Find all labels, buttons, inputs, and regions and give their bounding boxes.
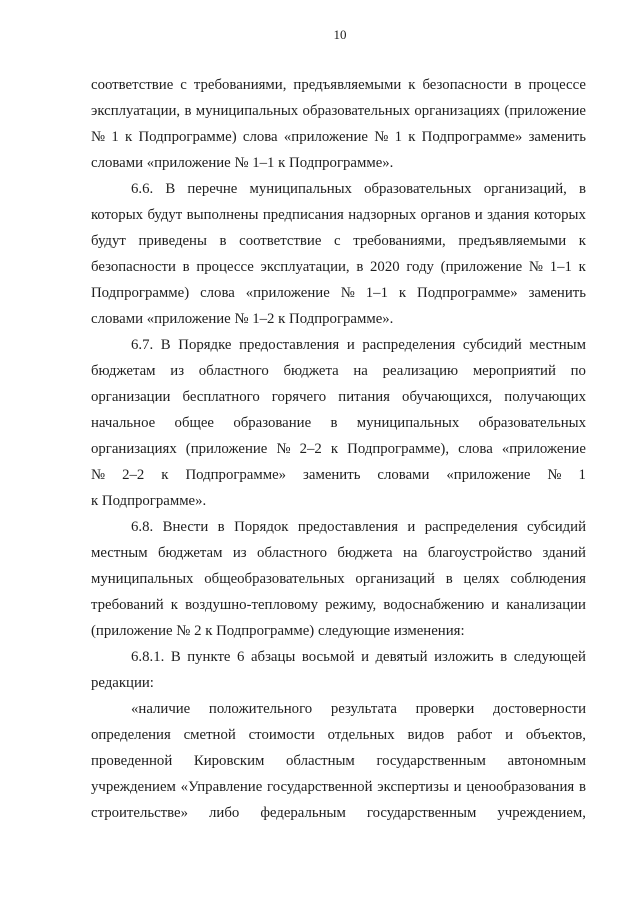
- word: результата: [330, 701, 397, 717]
- paragraph-line: [91, 98, 586, 124]
- word: областного: [198, 363, 269, 379]
- word: заменить: [528, 129, 586, 145]
- paragraph-line: [91, 124, 586, 150]
- word: эксплуатации,: [91, 103, 181, 119]
- paragraph-line: к Подпрограмме».: [91, 493, 207, 509]
- word: «приложение: [501, 441, 586, 457]
- word: бюджета: [283, 363, 339, 379]
- word: образование: [233, 415, 312, 431]
- word: к: [398, 285, 407, 301]
- word: Подпрограмме): [91, 285, 190, 301]
- word: проверки: [415, 701, 475, 717]
- word: достоверности: [492, 701, 586, 717]
- word: заменить: [528, 285, 586, 301]
- word: предоставления: [297, 519, 399, 535]
- word: режиму,: [325, 597, 377, 613]
- word: Подпрограмме»: [421, 129, 523, 145]
- word: распределения: [424, 519, 518, 535]
- word: к: [161, 467, 169, 483]
- paragraph-line: [91, 358, 586, 384]
- word: организации: [91, 389, 171, 405]
- word: водоснабжению: [383, 597, 485, 613]
- paragraph-6-6: [91, 176, 586, 332]
- word: проведенной: [91, 753, 173, 769]
- word: организациях: [414, 103, 501, 119]
- paragraph-6-8: [91, 514, 586, 644]
- word: 1: [111, 129, 119, 145]
- word: изложить: [434, 649, 494, 665]
- word: бесплатного: [182, 389, 260, 405]
- word: государственным: [366, 805, 477, 821]
- word: (приложение: [504, 103, 586, 119]
- word: безопасности: [91, 259, 176, 275]
- word: в: [330, 415, 338, 431]
- paragraph-line: [91, 592, 586, 618]
- word: строительстве»: [91, 805, 188, 821]
- paragraph-line: [91, 722, 586, 748]
- word: пункте: [187, 649, 231, 665]
- word: в: [445, 571, 453, 587]
- paragraph-line: [91, 254, 586, 280]
- word: бюджетам: [91, 363, 156, 379]
- word: в: [182, 259, 190, 275]
- word: «Управление: [180, 779, 263, 795]
- word: муниципальных: [249, 181, 352, 197]
- paragraph-6-7: [91, 332, 586, 514]
- word: Подпрограмме»: [417, 285, 518, 301]
- word: к: [125, 129, 133, 145]
- word: слова: [458, 441, 493, 457]
- word: бюджета: [337, 545, 393, 561]
- paragraph-line: (приложение № 2 к Подпрограмме) следующие изменения:: [91, 623, 465, 639]
- word: местным: [529, 337, 586, 353]
- word: соответствие: [91, 77, 174, 93]
- word: восьмой: [301, 649, 355, 665]
- word: требованиями,: [353, 233, 446, 249]
- word: 1–1: [365, 285, 388, 301]
- word: процессе: [196, 259, 254, 275]
- word: благоустройство: [427, 545, 533, 561]
- word: требованиями,: [193, 77, 287, 93]
- word: муниципальных: [195, 103, 299, 119]
- word: соблюдения: [510, 571, 586, 587]
- word: 6.8.: [131, 519, 154, 535]
- word: в: [578, 779, 586, 795]
- word: автономным: [507, 753, 586, 769]
- paragraph-line: [91, 332, 586, 358]
- word: В: [165, 181, 176, 197]
- word: «приложение: [283, 129, 368, 145]
- word: Внести: [162, 519, 209, 535]
- paragraph-line: [91, 696, 586, 722]
- word: предоставления: [239, 337, 340, 353]
- word: по: [570, 363, 586, 379]
- word: которых: [533, 207, 586, 223]
- word: №: [91, 129, 106, 145]
- word: слова: [242, 129, 278, 145]
- word: объектов,: [525, 727, 586, 743]
- paragraph-line: [91, 72, 586, 98]
- word: и: [361, 649, 369, 665]
- word: 6.7.: [131, 337, 154, 353]
- word: №: [528, 259, 544, 275]
- word: обучающихся,: [402, 389, 493, 405]
- word: организациях: [91, 441, 177, 457]
- word: «наличие: [131, 701, 191, 717]
- word: экспертизы: [377, 779, 449, 795]
- word: на: [402, 545, 418, 561]
- page-number: 10: [333, 27, 347, 42]
- word: видов: [407, 727, 445, 743]
- word: положительного: [208, 701, 313, 717]
- word: определения: [91, 727, 171, 743]
- word: общее: [174, 415, 215, 431]
- paragraph-line: словами «приложение № 1–2 к Подпрограмме».: [91, 311, 394, 327]
- word: в: [219, 233, 227, 249]
- word: Порядок: [234, 519, 289, 535]
- word: №: [340, 285, 355, 301]
- word: 6: [237, 649, 245, 665]
- word: и: [346, 337, 355, 353]
- word: на: [353, 363, 368, 379]
- paragraph-line: [91, 774, 586, 800]
- word: соответствие: [239, 233, 322, 249]
- word: №: [91, 467, 106, 483]
- paragraph-continuation: [91, 72, 586, 176]
- word: В: [160, 337, 171, 353]
- word: Подпрограмме): [138, 129, 237, 145]
- word: органов: [420, 207, 471, 223]
- word: и: [474, 207, 483, 223]
- word: которых: [91, 207, 144, 223]
- word: организаций,: [483, 181, 567, 197]
- word: общеобразовательных: [204, 571, 345, 587]
- word: зданий: [542, 545, 586, 561]
- word: 1: [394, 129, 402, 145]
- word: питания: [338, 389, 390, 405]
- paragraph-quote: [91, 696, 586, 826]
- word: к: [408, 77, 416, 93]
- word: к: [578, 259, 586, 275]
- word: (приложение: [440, 259, 523, 275]
- word: 2–2: [122, 467, 145, 483]
- paragraph-line: [91, 228, 586, 254]
- word: к: [578, 233, 586, 249]
- word: требований: [91, 597, 164, 613]
- word: горячего: [271, 389, 327, 405]
- word: целях: [463, 571, 500, 587]
- word: начальное: [91, 415, 156, 431]
- word: следующей: [513, 649, 586, 665]
- word: 2020: [370, 259, 400, 275]
- word: 1: [578, 467, 586, 483]
- word: «приложение: [446, 467, 531, 483]
- word: субсидий: [527, 519, 586, 535]
- word: и: [453, 779, 462, 795]
- paragraph-line: [91, 462, 586, 488]
- word: в: [356, 259, 364, 275]
- word: 6.8.1.: [131, 649, 165, 665]
- word: отдельных: [327, 727, 395, 743]
- paragraph-line: [91, 514, 586, 540]
- word: учреждением,: [497, 805, 586, 821]
- word: слова: [200, 285, 235, 301]
- word: бюджетам: [157, 545, 223, 561]
- paragraph-line: редакции:: [91, 675, 154, 691]
- word: федеральным: [260, 805, 346, 821]
- word: и: [491, 597, 500, 613]
- word: в: [514, 77, 522, 93]
- paragraph-line: [91, 800, 586, 826]
- word: надзорных: [348, 207, 417, 223]
- word: и: [407, 519, 416, 535]
- paragraph-line: [91, 644, 586, 670]
- word: муниципальных: [91, 571, 194, 587]
- paragraph-line: [91, 410, 586, 436]
- paragraph-line: [91, 280, 586, 306]
- word: областным: [286, 753, 355, 769]
- word: в: [217, 519, 225, 535]
- word: Подпрограмме»: [185, 467, 287, 483]
- word: с: [180, 77, 187, 93]
- word: стоимости: [248, 727, 315, 743]
- word: 1–1: [549, 259, 572, 275]
- word: организаций: [355, 571, 435, 587]
- word: из: [170, 363, 185, 379]
- word: процессе: [528, 77, 586, 93]
- paragraph-line: [91, 540, 586, 566]
- word: Подпрограмме),: [347, 441, 450, 457]
- paragraph-line: [91, 176, 586, 202]
- word: к: [170, 597, 178, 613]
- word: словами: [377, 467, 430, 483]
- paragraph-line: [91, 436, 586, 462]
- word: субсидий: [462, 337, 522, 353]
- word: №: [276, 441, 291, 457]
- word: году: [406, 259, 434, 275]
- word: к: [330, 441, 339, 457]
- word: эксплуатации,: [260, 259, 350, 275]
- word: девятый: [375, 649, 428, 665]
- word: «приложение: [245, 285, 330, 301]
- word: и: [505, 727, 513, 743]
- paragraph-line: [91, 566, 586, 592]
- word: государственной: [267, 779, 373, 795]
- word: №: [547, 467, 562, 483]
- word: приведены: [138, 233, 207, 249]
- word: будут: [147, 207, 183, 223]
- word: из: [232, 545, 247, 561]
- word: предписания: [262, 207, 344, 223]
- word: образовательных: [364, 181, 472, 197]
- word: безопасности: [422, 77, 508, 93]
- word: воздушно-тепловому: [185, 597, 319, 613]
- word: В: [170, 649, 181, 665]
- word: Порядке: [178, 337, 232, 353]
- word: 6.6.: [131, 181, 154, 197]
- word: ценообразования: [466, 779, 575, 795]
- word: с: [334, 233, 341, 249]
- word: к: [408, 129, 416, 145]
- word: канализации: [506, 597, 586, 613]
- word: работ: [457, 727, 493, 743]
- word: в: [578, 181, 586, 197]
- word: заменить: [303, 467, 361, 483]
- word: №: [374, 129, 389, 145]
- word: мероприятий: [472, 363, 556, 379]
- word: Кировским: [193, 753, 265, 769]
- word: сметной: [183, 727, 236, 743]
- paragraph-6-8-1: [91, 644, 586, 696]
- word: распределения: [362, 337, 456, 353]
- word: в: [184, 103, 192, 119]
- word: образовательных: [302, 103, 410, 119]
- word: предъявляемыми: [458, 233, 567, 249]
- word: реализацию: [382, 363, 459, 379]
- paragraph-line: [91, 202, 586, 228]
- word: либо: [209, 805, 240, 821]
- word: государственным: [376, 753, 486, 769]
- word: предъявляемыми: [293, 77, 402, 93]
- word: абзацы: [250, 649, 296, 665]
- word: областного: [257, 545, 328, 561]
- word: получающих: [504, 389, 586, 405]
- word: учреждением: [91, 779, 176, 795]
- word: перечне: [187, 181, 238, 197]
- word: в: [500, 649, 508, 665]
- document-body: [91, 72, 586, 826]
- paragraph-line: [91, 384, 586, 410]
- paragraph-line: словами «приложение № 1–1 к Подпрограмме».: [91, 155, 394, 171]
- word: будут: [91, 233, 126, 249]
- word: муниципальных: [356, 415, 460, 431]
- word: 2–2: [299, 441, 322, 457]
- paragraph-line: [91, 748, 586, 774]
- word: выполнены: [186, 207, 259, 223]
- word: здания: [487, 207, 530, 223]
- word: образовательных: [478, 415, 586, 431]
- word: (приложение: [185, 441, 268, 457]
- word: местным: [91, 545, 148, 561]
